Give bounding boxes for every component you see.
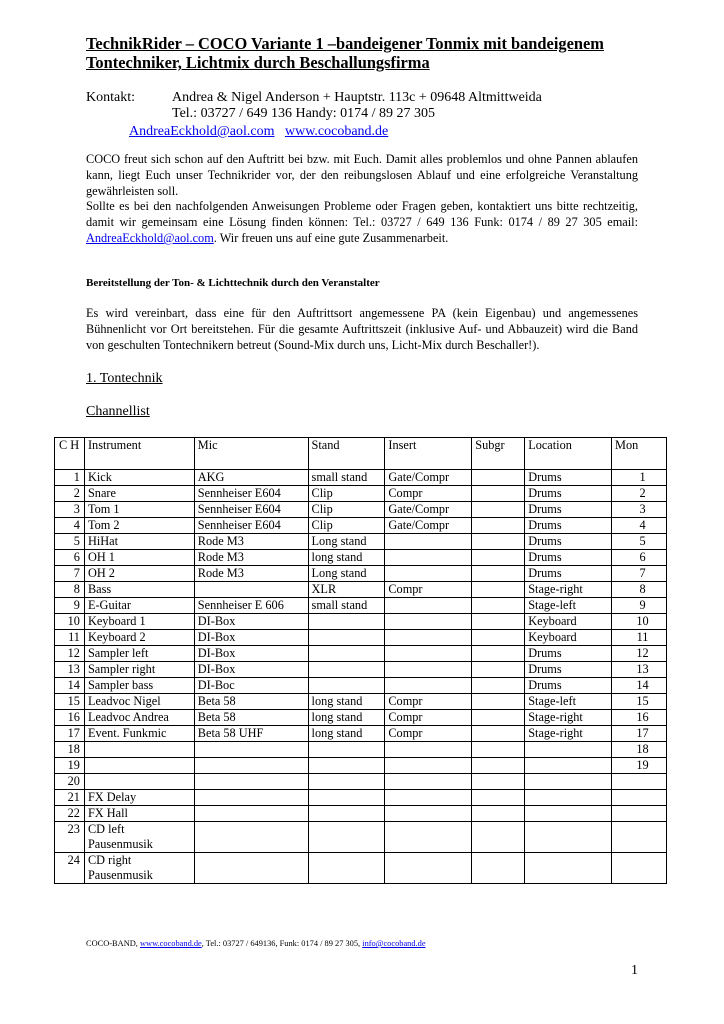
cell-ch: 4 [55,518,85,534]
cell-location: Drums [525,470,612,486]
cell-mon: 17 [612,726,667,742]
cell-mon [612,790,667,806]
cell-mic [194,758,308,774]
cell-instrument [84,758,194,774]
cell-mon: 15 [612,694,667,710]
cell-location [525,742,612,758]
cell-ch: 18 [55,742,85,758]
cell-mic: Sennheiser E604 [194,502,308,518]
cell-location: Drums [525,566,612,582]
cell-ch: 7 [55,566,85,582]
cell-insert [385,646,472,662]
cell-location [525,853,612,884]
cell-mon: 8 [612,582,667,598]
footer-contact: , Tel.: 03727 / 649136, Funk: 0174 / 89 27 305, [201,939,363,948]
table-row [55,822,667,853]
cell-location [525,790,612,806]
cell-insert [385,742,472,758]
cell-stand [308,806,385,822]
cell-mic: DI-Box [194,662,308,678]
cell-instrument: Keyboard 2 [84,630,194,646]
contact-phone: Tel.: 03727 / 649 136 Handy: 0174 / 89 27 305 [172,106,436,121]
cell-insert [385,853,472,884]
cell-ch: 2 [55,486,85,502]
cell-mon [612,853,667,884]
cell-stand: Clip [308,518,385,534]
cell-mon: 3 [612,502,667,518]
cell-insert: Compr [385,710,472,726]
cell-insert: Compr [385,726,472,742]
table-row [55,614,667,630]
cell-subgr [472,742,525,758]
cell-instrument: Keyboard 1 [84,614,194,630]
cell-ch: 19 [55,758,85,774]
cell-mon: 19 [612,758,667,774]
cell-ch: 24 [55,853,85,884]
cell-mic: Beta 58 UHF [194,726,308,742]
table-row [55,502,667,518]
table-row [55,853,667,884]
cell-stand [308,758,385,774]
cell-subgr [472,518,525,534]
cell-stand: Clip [308,486,385,502]
table-row [55,630,667,646]
cell-ch: 9 [55,598,85,614]
table-header-row [55,438,667,470]
cell-insert [385,550,472,566]
cell-subgr [472,470,525,486]
col-header-stand: Stand [308,438,385,470]
cell-mic: Rode M3 [194,566,308,582]
table-row [55,806,667,822]
col-header-location: Location [525,438,612,470]
cell-instrument: Tom 2 [84,518,194,534]
table-row [55,790,667,806]
cell-subgr [472,806,525,822]
cell-mic: Beta 58 [194,710,308,726]
cell-mic: AKG [194,470,308,486]
col-header-insert: Insert [385,438,472,470]
cell-ch: 14 [55,678,85,694]
cell-subgr [472,582,525,598]
cell-ch: 6 [55,550,85,566]
cell-subgr [472,678,525,694]
cell-instrument: FX Hall [84,806,194,822]
cell-instrument: Leadvoc Andrea [84,710,194,726]
cell-instrument: Event. Funkmic [84,726,194,742]
footer-prefix: COCO-BAND, [86,939,140,948]
cell-stand: XLR [308,582,385,598]
page-number: 1 [631,963,638,978]
cell-instrument [84,742,194,758]
cell-stand: small stand [308,470,385,486]
cell-insert: Gate/Compr [385,470,472,486]
cell-subgr [472,598,525,614]
cell-mon: 12 [612,646,667,662]
table-row [55,582,667,598]
cell-insert [385,806,472,822]
cell-location: Drums [525,486,612,502]
cell-ch: 10 [55,614,85,630]
channel-table [54,437,667,884]
cell-insert [385,630,472,646]
cell-subgr [472,550,525,566]
cell-ch: 22 [55,806,85,822]
cell-mon: 9 [612,598,667,614]
cell-instrument: Leadvoc Nigel [84,694,194,710]
cell-subgr [472,486,525,502]
cell-subgr [472,614,525,630]
cell-location: Drums [525,550,612,566]
table-row [55,774,667,790]
cell-mic [194,582,308,598]
contact-email-link[interactable]: AndreaEckhold@aol.com [129,124,275,139]
cell-location: Keyboard [525,614,612,630]
cell-stand: Clip [308,502,385,518]
cell-subgr [472,758,525,774]
cell-ch: 5 [55,534,85,550]
contact-links [129,123,388,140]
table-row [55,694,667,710]
cell-stand [308,790,385,806]
cell-instrument [84,774,194,790]
cell-mic: Sennheiser E604 [194,518,308,534]
cell-insert [385,822,472,853]
cell-stand [308,742,385,758]
cell-mon: 13 [612,662,667,678]
cell-subgr [472,853,525,884]
cell-ch: 15 [55,694,85,710]
intro-email-link[interactable]: AndreaEckhold@aol.com [86,230,214,245]
cell-insert [385,774,472,790]
cell-mon: 14 [612,678,667,694]
col-header-ch: C H [55,438,85,470]
cell-location [525,822,612,853]
cell-insert [385,790,472,806]
cell-stand: long stand [308,694,385,710]
table-row [55,678,667,694]
cell-location: Drums [525,646,612,662]
cell-mic: DI-Box [194,646,308,662]
cell-location [525,774,612,790]
cell-subgr [472,646,525,662]
table-row [55,710,667,726]
cell-ch: 17 [55,726,85,742]
col-header-instrument: Instrument [84,438,194,470]
cell-subgr [472,630,525,646]
cell-location: Stage-right [525,582,612,598]
cell-ch: 1 [55,470,85,486]
cell-instrument: E-Guitar [84,598,194,614]
table-row [55,598,667,614]
heading-channellist: Channellist [86,404,150,419]
cell-instrument: CD right Pausenmusik [84,853,194,884]
cell-mon: 2 [612,486,667,502]
cell-mon: 18 [612,742,667,758]
cell-ch: 16 [55,710,85,726]
cell-location [525,806,612,822]
cell-subgr [472,710,525,726]
cell-stand [308,630,385,646]
cell-mic: DI-Box [194,614,308,630]
section-heading: Bereitstellung der Ton- & Lichttechnik durch den Veranstalter [86,277,380,289]
cell-instrument: Snare [84,486,194,502]
table-row [55,470,667,486]
cell-mon: 7 [612,566,667,582]
cell-subgr [472,822,525,853]
cell-stand: Long stand [308,566,385,582]
col-header-mic: Mic [194,438,308,470]
intro-paragraph [86,152,638,247]
cell-instrument: Bass [84,582,194,598]
cell-mic [194,822,308,853]
cell-ch: 20 [55,774,85,790]
cell-location: Drums [525,502,612,518]
cell-location: Drums [525,534,612,550]
cell-instrument: Sampler right [84,662,194,678]
col-header-mon: Mon [612,438,667,470]
table-row [55,726,667,742]
footer-email-link[interactable]: info@cocoband.de [362,939,426,948]
cell-instrument: Sampler left [84,646,194,662]
cell-location: Drums [525,678,612,694]
cell-stand [308,614,385,630]
cell-mic: Sennheiser E 606 [194,598,308,614]
table-row [55,662,667,678]
cell-insert: Compr [385,694,472,710]
contact-web-link[interactable]: www.cocoband.de [284,124,389,139]
cell-ch: 13 [55,662,85,678]
cell-ch: 8 [55,582,85,598]
cell-instrument: OH 1 [84,550,194,566]
cell-location: Stage-right [525,726,612,742]
cell-location: Keyboard [525,630,612,646]
cell-insert [385,566,472,582]
cell-insert [385,598,472,614]
cell-subgr [472,790,525,806]
contact-label: Kontakt: [86,90,135,105]
cell-insert: Compr [385,486,472,502]
intro-text-2: Sollte es bei den nachfolgenden Anweisungen Probleme oder Fragen geben, kontaktiert uns bitte rechtzeitig, damit wir gemeinsam eine Lösung finden können: Tel.: 03727 / 649 136 Funk: 0174 / 89 27 305 email: [86,199,638,230]
cell-subgr [472,774,525,790]
cell-location: Stage-left [525,694,612,710]
cell-instrument: CD left Pausenmusik [84,822,194,853]
cell-insert: Gate/Compr [385,502,472,518]
table-row [55,742,667,758]
cell-mic [194,774,308,790]
cell-instrument: FX Delay [84,790,194,806]
cell-mic: Sennheiser E604 [194,486,308,502]
footer-web-link[interactable]: www.cocoband.de [139,939,202,948]
cell-insert [385,614,472,630]
cell-location: Stage-right [525,710,612,726]
cell-stand [308,774,385,790]
cell-location: Stage-left [525,598,612,614]
cell-stand: long stand [308,726,385,742]
cell-instrument: Sampler bass [84,678,194,694]
cell-stand [308,678,385,694]
intro-text-1: COCO freut sich schon auf den Auftritt bei bzw. mit Euch. Damit alles problemlos und ohne Pannen ablaufen kann, liegt Euch unser Technikrider vor, der den reibungslosen Ablauf und eine erfolgreiche Veranstaltung gewährleisten soll. [86,152,638,198]
table-row [55,566,667,582]
cell-location: Drums [525,662,612,678]
cell-mon [612,822,667,853]
cell-mic [194,742,308,758]
cell-subgr [472,534,525,550]
cell-mic [194,790,308,806]
cell-stand [308,662,385,678]
cell-mic: Rode M3 [194,534,308,550]
table-row [55,550,667,566]
cell-mic [194,853,308,884]
cell-subgr [472,694,525,710]
cell-mon: 11 [612,630,667,646]
cell-mic: DI-Boc [194,678,308,694]
page-title: TechnikRider – COCO Variante 1 –bandeigener Tonmix mit bandeigenem Tontechniker, Lichtmix durch Beschallungsfirma [86,34,604,72]
contact-address: Andrea & Nigel Anderson + Hauptstr. 113c + 09648 Altmittweida [172,90,542,105]
cell-mon [612,774,667,790]
cell-instrument: HiHat [84,534,194,550]
page-footer [86,939,426,948]
cell-ch: 3 [55,502,85,518]
cell-mon: 16 [612,710,667,726]
cell-insert: Compr [385,582,472,598]
cell-instrument: Kick [84,470,194,486]
cell-insert [385,758,472,774]
cell-mon: 10 [612,614,667,630]
cell-mic [194,806,308,822]
cell-mon: 5 [612,534,667,550]
cell-mic: Rode M3 [194,550,308,566]
cell-mon: 6 [612,550,667,566]
table-row [55,486,667,502]
cell-insert: Gate/Compr [385,518,472,534]
cell-stand: small stand [308,598,385,614]
cell-stand [308,822,385,853]
cell-mic: DI-Box [194,630,308,646]
cell-insert [385,662,472,678]
cell-instrument: OH 2 [84,566,194,582]
cell-instrument: Tom 1 [84,502,194,518]
cell-location: Drums [525,518,612,534]
cell-subgr [472,726,525,742]
cell-mic: Beta 58 [194,694,308,710]
cell-ch: 23 [55,822,85,853]
cell-stand: long stand [308,710,385,726]
cell-mon [612,806,667,822]
cell-insert [385,678,472,694]
table-row [55,646,667,662]
cell-subgr [472,502,525,518]
table-row [55,518,667,534]
cell-stand [308,853,385,884]
cell-subgr [472,662,525,678]
cell-ch: 21 [55,790,85,806]
table-row [55,534,667,550]
agreement-paragraph: Es wird vereinbart, dass eine für den Auftrittsort angemessene PA (kein Eigenbau) und angemessenes Bühnenlicht vor Ort bereitstehen. Für die gesamte Auftrittszeit (inklusive Auf- und Abbauzeit) wird die Band von geschulten Tontechnikern betreut (Sound-Mix durch uns, Licht-Mix durch Beschaller!). [86,306,638,352]
heading-tontechnik: 1. Tontechnik [86,371,163,386]
intro-text-3: . Wir freuen uns auf eine gute Zusammenarbeit. [213,230,449,245]
cell-location [525,758,612,774]
cell-subgr [472,566,525,582]
cell-insert [385,534,472,550]
cell-ch: 11 [55,630,85,646]
table-body [55,470,667,884]
table-row [55,758,667,774]
cell-ch: 12 [55,646,85,662]
cell-mon: 4 [612,518,667,534]
col-header-subgr: Subgr [472,438,525,470]
cell-mon: 1 [612,470,667,486]
cell-stand: long stand [308,550,385,566]
cell-stand: Long stand [308,534,385,550]
cell-stand [308,646,385,662]
